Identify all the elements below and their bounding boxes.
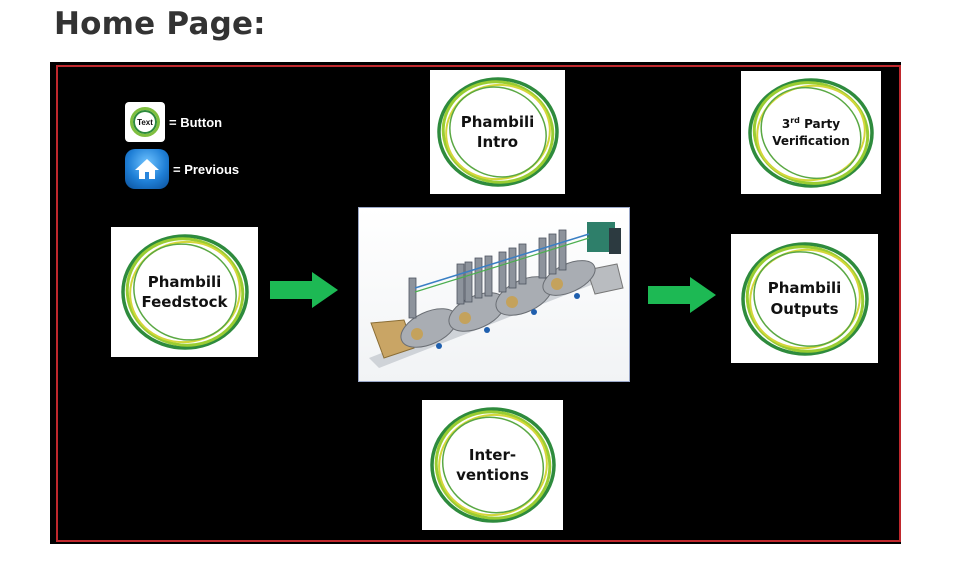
verification-line1: [772, 116, 850, 132]
phambili-intro-line2: Intro: [476, 133, 519, 151]
home-icon: [125, 149, 169, 189]
phambili-feedstock-button[interactable]: [111, 227, 258, 357]
legend-button-sample-text: Text: [137, 117, 153, 127]
phambili-outputs-button[interactable]: [731, 234, 878, 363]
verification-line1-sup: rd: [790, 116, 800, 126]
phambili-feedstock-line2: Feedstock: [141, 293, 228, 311]
verification-line2: Verification: [772, 133, 850, 148]
legend-button-sample: [125, 102, 165, 142]
processing-machine-image: [358, 207, 630, 382]
legend-button-row: [125, 102, 222, 142]
legend-previous-label: = Previous: [173, 161, 240, 177]
interventions-button[interactable]: [422, 400, 563, 530]
arrow-right-icon: [648, 275, 718, 315]
phambili-feedstock-line1: Phambili: [147, 272, 222, 291]
arrow-right-icon: [270, 270, 340, 310]
legend-button-label: = Button: [169, 114, 223, 130]
phambili-outputs-line2: Outputs: [770, 299, 839, 318]
interventions-line2: ventions: [456, 466, 529, 484]
verification-line1-base: 3: [781, 117, 791, 132]
page-title: Home Page:: [54, 6, 266, 42]
phambili-intro-button[interactable]: [430, 70, 565, 194]
phambili-intro-line1: Phambili: [460, 112, 535, 131]
legend-previous-row: [125, 149, 239, 189]
interventions-line1: Inter-: [468, 445, 517, 464]
phambili-outputs-line1: Phambili: [767, 279, 842, 298]
third-party-verification-button[interactable]: [741, 71, 881, 194]
verification-line1-rest: Party: [799, 117, 841, 132]
